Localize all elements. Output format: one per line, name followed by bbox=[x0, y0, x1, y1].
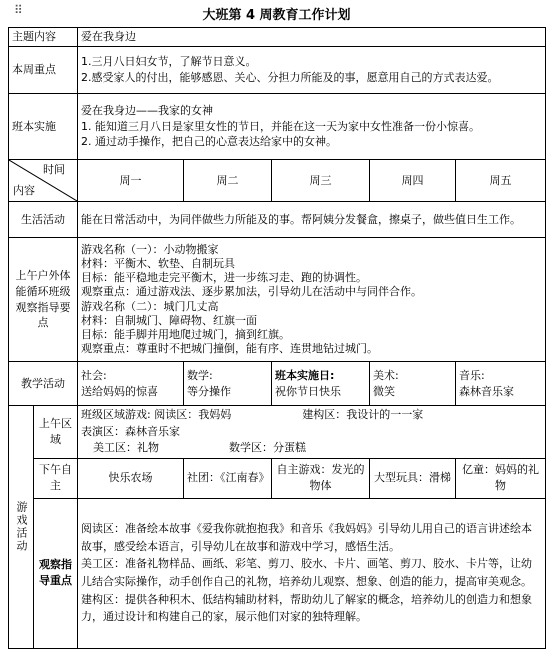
afternoon-item: 大型玩具：滑梯 bbox=[370, 458, 456, 498]
teaching-subject: 班本实施日: bbox=[275, 368, 335, 382]
teaching-subject: 音乐: bbox=[459, 368, 485, 382]
focus-label: 本周重点 bbox=[9, 47, 78, 94]
theme-value: 爱在我身边 bbox=[78, 28, 546, 47]
practice-item: 1. 能知道三月八日是家里女性的节日，并能在这一天为家中女性准备一份小惊喜。 bbox=[81, 119, 480, 133]
zone-item: 建构区：我设计的一一家 bbox=[302, 408, 424, 421]
teaching-label: 教学活动 bbox=[9, 362, 78, 406]
day-header-wed: 周三 bbox=[272, 160, 370, 202]
observe-paragraph: 阅读区：准备绘本故事《爱我你就抱抱我》和音乐《我妈妈》引导幼儿用自己的语言讲述绘本故事，感受绘本语言，引导幼儿在故事和游戏中学习，感悟生活。 bbox=[81, 522, 532, 553]
outdoor-line: 材料：平衡木、软垫、自制玩具 bbox=[81, 257, 235, 271]
plan-table bbox=[8, 27, 546, 649]
practice-item: 爱在我身边——我家的女神 bbox=[81, 103, 213, 117]
teaching-row bbox=[9, 362, 546, 406]
zone-item: 数学区：分蛋糕 bbox=[229, 441, 306, 454]
zone-item: 阅读区：我妈妈 bbox=[154, 408, 232, 421]
theme-row bbox=[9, 28, 546, 47]
drag-handle-icon[interactable]: ⠿ bbox=[14, 3, 22, 17]
outdoor-line: 游戏名称（一）：小动物搬家 bbox=[81, 243, 219, 257]
zone-item: 美工区：礼物 bbox=[93, 441, 159, 454]
teaching-mon bbox=[78, 362, 184, 406]
time-label: 时间 bbox=[43, 163, 65, 176]
outdoor-line: 观察重点：尊重时不把城门撞倒，能有序、连贯地钻过城门。 bbox=[81, 341, 378, 355]
teaching-topic: 送给妈妈的惊喜 bbox=[81, 384, 158, 398]
morning-label: 上午区域 bbox=[34, 406, 78, 459]
game-label-cell bbox=[9, 406, 34, 649]
outdoor-content bbox=[78, 238, 546, 362]
teaching-subject: 数学: bbox=[187, 368, 213, 382]
life-row bbox=[9, 202, 546, 238]
focus-content bbox=[78, 47, 546, 94]
outdoor-line: 游戏名称（二）：城门几丈高 bbox=[81, 299, 219, 313]
observe-row bbox=[9, 498, 546, 648]
afternoon-item: 快乐农场 bbox=[78, 458, 184, 498]
teaching-topic: 森林音乐家 bbox=[459, 384, 514, 398]
day-header-mon: 周一 bbox=[78, 160, 184, 202]
teaching-topic: 微笑 bbox=[373, 384, 395, 398]
zones-heading: 班级区域游戏: bbox=[81, 408, 151, 421]
outdoor-line: 材料：自制城门、障碍物、红旗一面 bbox=[81, 313, 257, 327]
teaching-fri bbox=[456, 362, 546, 406]
focus-row bbox=[9, 47, 546, 94]
day-header-fri: 周五 bbox=[456, 160, 546, 202]
observe-paragraph: 美工区：准备礼物样品、画纸、彩笔、剪刀、胶水、卡片、画笔、剪刀、胶水、卡片等，让幼儿结合实际操作，动手创作自己的礼物，培养幼儿观察、想象、创造的能力，提高审美观念。 bbox=[81, 557, 532, 588]
observe-content bbox=[78, 498, 546, 648]
teaching-topic: 等分操作 bbox=[187, 384, 231, 398]
afternoon-label: 下午自主 bbox=[34, 458, 78, 498]
afternoon-item: 自主游戏：发光的物体 bbox=[272, 458, 370, 498]
practice-item: 2. 通过动手操作，把自己的心意表达给家中的女神。 bbox=[81, 135, 337, 149]
practice-row bbox=[9, 94, 546, 160]
day-header-tue: 周二 bbox=[184, 160, 272, 202]
teaching-topic: 祝你节日快乐 bbox=[275, 384, 341, 398]
outdoor-row bbox=[9, 238, 546, 362]
outdoor-line: 观察重点：通过游戏法、逐步累加法，引导幼儿在活动中与同伴合作。 bbox=[81, 285, 422, 299]
practice-label: 班本实施 bbox=[9, 94, 78, 160]
outdoor-line: 目标：能手脚并用地爬过城门，摘到红旗。 bbox=[81, 327, 290, 341]
page-title: 大班第 4 周教育工作计划 bbox=[202, 8, 351, 23]
life-text: 能在日常活动中，为同伴做些力所能及的事。帮阿姨分发餐盒，擦桌子，做些值日生工作。 bbox=[78, 202, 546, 238]
diagonal-header-cell bbox=[9, 160, 78, 202]
focus-item: 1.三月八日妇女节，了解节日意义。 bbox=[81, 55, 257, 69]
teaching-wed bbox=[272, 362, 370, 406]
theme-label: 主题内容 bbox=[9, 28, 78, 47]
teaching-thu bbox=[370, 362, 456, 406]
practice-content bbox=[78, 94, 546, 160]
zone-item: 表演区：森林音乐家 bbox=[81, 424, 180, 438]
outdoor-line: 目标：能平稳地走完平衡木，进一步练习走、跑的协调性。 bbox=[81, 271, 367, 285]
teaching-subject: 美术: bbox=[373, 368, 399, 382]
outdoor-label: 上午户外体能循环班级观察指导要点 bbox=[9, 238, 78, 362]
game-label: 游戏活动 bbox=[14, 500, 28, 553]
teaching-subject: 社会: bbox=[81, 368, 107, 382]
morning-zones bbox=[78, 406, 546, 459]
afternoon-item: 社团：《江南春》 bbox=[184, 458, 272, 498]
day-header-thu: 周四 bbox=[370, 160, 456, 202]
life-label: 生活活动 bbox=[9, 202, 78, 238]
content-label: 内容 bbox=[13, 184, 35, 198]
morning-zone-row bbox=[9, 406, 546, 459]
afternoon-row bbox=[9, 458, 546, 498]
observe-paragraph: 建构区：提供各种积木、低结构辅助材料，帮助幼儿了解家的概念，培养幼儿的创造力和想象力，通过设计和构建自己的家，展示他们对家的独特理解。 bbox=[81, 592, 532, 624]
header-row bbox=[9, 160, 546, 202]
teaching-tue bbox=[184, 362, 272, 406]
focus-item: 2.感受家人的付出，能够感恩、关心、分担力所能及的事，愿意用自己的方式表达爱。 bbox=[81, 71, 499, 84]
afternoon-item: 亿童：妈妈的礼物 bbox=[456, 458, 546, 498]
observe-label: 观察指导重点 bbox=[34, 498, 78, 648]
